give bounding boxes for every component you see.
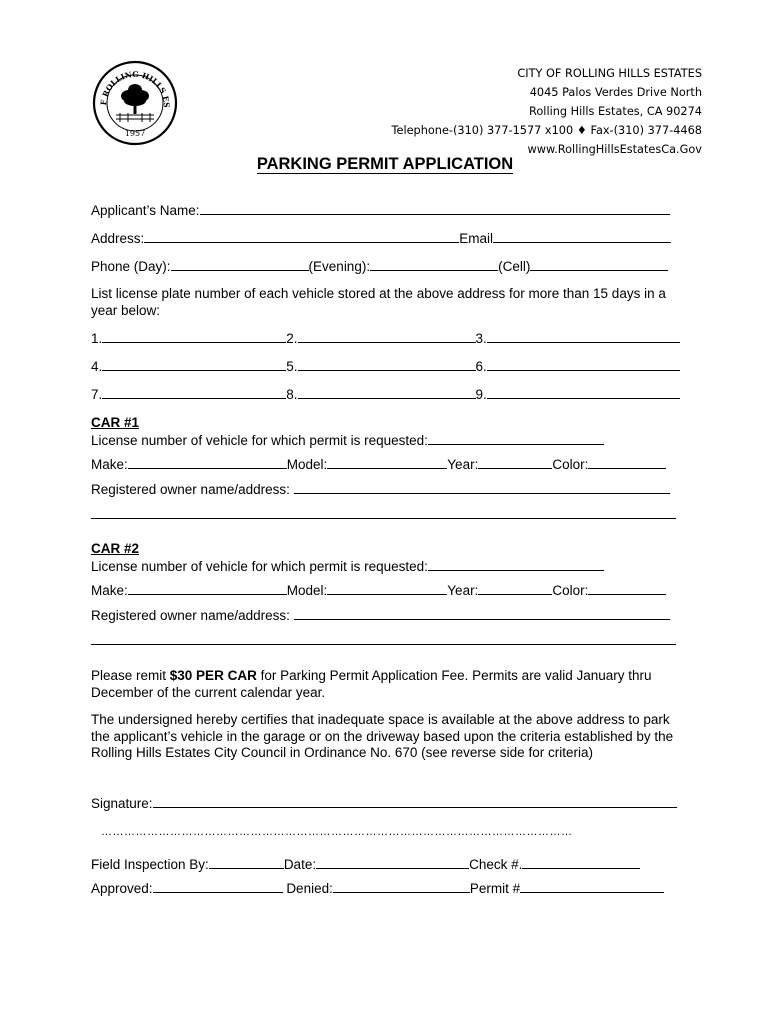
car1-details-row bbox=[91, 456, 666, 472]
phone-row bbox=[91, 258, 668, 274]
phone-evening-field[interactable] bbox=[370, 258, 498, 271]
car1-model-label: Model: bbox=[286, 457, 328, 472]
header-phone-fax: Telephone-(310) 377-1577 x100 ♦ Fax-(310) 377-4468 bbox=[391, 124, 702, 137]
car2-model-label: Model: bbox=[286, 583, 328, 598]
field-inspection-label: Field Inspection By: bbox=[91, 857, 209, 872]
certification-paragraph: The undersigned hereby certifies that inadequate space is available at the above address to park the applicant’s vehicle in the garage or on the driveway based upon the criteria established by the Rolling Hills Estates City Council in Ordinance No. 670 (see reverse side for criteria) bbox=[91, 712, 674, 760]
car2-model-field[interactable] bbox=[327, 582, 447, 595]
field-inspection-field[interactable] bbox=[209, 856, 284, 869]
car1-owner-label: Registered owner name/address: bbox=[91, 482, 290, 497]
car2-owner-line2[interactable] bbox=[91, 632, 676, 645]
fee-prefix: Please remit bbox=[91, 668, 170, 683]
phone-day-field[interactable] bbox=[171, 258, 309, 271]
car2-color-label: Color: bbox=[552, 583, 589, 598]
phone-cell-label: (Cell) bbox=[498, 259, 531, 274]
plate-3-label: 3. bbox=[475, 331, 487, 346]
car1-color-label: Color: bbox=[552, 457, 589, 472]
plate-2-field[interactable] bbox=[298, 330, 476, 343]
fee-suffix: for Parking Permit Application Fee. Permits are valid January thru December of the current calendar year. bbox=[91, 668, 652, 700]
car2-heading: CAR #2 bbox=[91, 541, 140, 556]
phone-evening-label: (Evening): bbox=[308, 259, 371, 274]
car1-make-field[interactable] bbox=[128, 456, 287, 469]
approved-label: Approved: bbox=[91, 881, 153, 896]
address-row bbox=[91, 230, 671, 246]
car2-details-row bbox=[91, 582, 666, 598]
plate-4-label: 4. bbox=[91, 359, 103, 374]
seal-text: F ROLLING HILLS ES bbox=[98, 69, 172, 108]
denied-label: Denied: bbox=[286, 881, 333, 896]
car1-color-field[interactable] bbox=[588, 456, 666, 469]
dotted-separator: …………………………………………………………………………………………………………… bbox=[101, 826, 573, 838]
car2-color-field[interactable] bbox=[588, 582, 666, 595]
email-label: Email bbox=[459, 231, 494, 246]
car2-owner-row bbox=[91, 607, 670, 623]
signature-field[interactable] bbox=[153, 795, 677, 808]
car2-year-field[interactable] bbox=[478, 582, 552, 595]
permit-label: Permit # bbox=[469, 881, 521, 896]
plate-5-field[interactable] bbox=[298, 358, 476, 371]
plate-1-label: 1. bbox=[91, 331, 103, 346]
address-field[interactable] bbox=[144, 230, 459, 243]
check-label: Check #. bbox=[469, 857, 523, 872]
car2-license-row bbox=[91, 558, 604, 574]
phone-day-label: Phone (Day): bbox=[91, 259, 171, 274]
plates-row-1 bbox=[91, 330, 680, 346]
fee-paragraph bbox=[91, 668, 686, 701]
plate-4-field[interactable] bbox=[102, 358, 286, 371]
email-field[interactable] bbox=[493, 230, 671, 243]
car1-owner-field[interactable] bbox=[294, 481, 670, 494]
car2-owner-field[interactable] bbox=[294, 607, 670, 620]
permit-field[interactable] bbox=[520, 880, 664, 893]
header-address1: 4045 Palos Verdes Drive North bbox=[529, 86, 702, 99]
plate-9-label: 9. bbox=[475, 387, 487, 402]
plate-9-field[interactable] bbox=[487, 386, 680, 399]
date-field[interactable] bbox=[316, 856, 469, 869]
car1-license-row bbox=[91, 432, 604, 448]
car1-license-field[interactable] bbox=[428, 432, 604, 445]
plate-5-label: 5. bbox=[286, 359, 298, 374]
car1-make-label: Make: bbox=[91, 457, 128, 472]
city-seal bbox=[92, 60, 178, 146]
plate-6-label: 6. bbox=[475, 359, 487, 374]
header-city: CITY OF ROLLING HILLS ESTATES bbox=[517, 67, 702, 80]
signature-label: Signature: bbox=[91, 796, 153, 811]
plate-2-label: 2. bbox=[286, 331, 298, 346]
car1-license-label: License number of vehicle for which permit is requested: bbox=[91, 433, 428, 448]
seal-year: 1957 bbox=[124, 129, 146, 138]
plate-6-field[interactable] bbox=[487, 358, 680, 371]
plate-7-label: 7. bbox=[91, 387, 103, 402]
plate-8-field[interactable] bbox=[298, 386, 476, 399]
car1-model-field[interactable] bbox=[327, 456, 447, 469]
header-website: www.RollingHillsEstatesCa.Gov bbox=[527, 143, 702, 156]
car1-owner-row bbox=[91, 481, 670, 497]
car1-year-field[interactable] bbox=[478, 456, 552, 469]
plate-3-field[interactable] bbox=[487, 330, 680, 343]
car2-make-label: Make: bbox=[91, 583, 128, 598]
applicant-name-row bbox=[91, 202, 670, 218]
plate-1-field[interactable] bbox=[102, 330, 286, 343]
applicant-name-label: Applicant’s Name: bbox=[91, 203, 200, 218]
applicant-name-field[interactable] bbox=[200, 202, 670, 215]
check-field[interactable] bbox=[522, 856, 640, 869]
approved-field[interactable] bbox=[153, 880, 283, 893]
car2-license-field[interactable] bbox=[428, 558, 604, 571]
car1-year-label: Year: bbox=[447, 457, 479, 472]
plate-8-label: 8. bbox=[286, 387, 298, 402]
car2-license-label: License number of vehicle for which permit is requested: bbox=[91, 559, 428, 574]
signature-row bbox=[91, 795, 677, 811]
license-instructions: List license plate number of each vehicle stored at the above address for more than 15 days in a year below: bbox=[91, 286, 666, 318]
plate-7-field[interactable] bbox=[102, 386, 286, 399]
car1-owner-line2[interactable] bbox=[91, 506, 676, 519]
header-address2: Rolling Hills Estates, CA 90274 bbox=[529, 105, 702, 118]
car1-heading: CAR #1 bbox=[91, 415, 140, 430]
plates-row-3 bbox=[91, 386, 680, 402]
fee-amount: $30 PER CAR bbox=[169, 668, 257, 683]
page-title: PARKING PERMIT APPLICATION bbox=[256, 155, 514, 173]
tree-icon bbox=[121, 84, 149, 114]
phone-cell-field[interactable] bbox=[530, 258, 668, 271]
car2-year-label: Year: bbox=[447, 583, 479, 598]
date-label: Date: bbox=[283, 857, 317, 872]
inspection-row bbox=[91, 856, 640, 872]
approval-row bbox=[91, 880, 664, 896]
denied-field[interactable] bbox=[333, 880, 470, 893]
car2-owner-label: Registered owner name/address: bbox=[91, 608, 290, 623]
plates-row-2 bbox=[91, 358, 680, 374]
address-label: Address: bbox=[91, 231, 145, 246]
header-block bbox=[392, 64, 702, 159]
car2-make-field[interactable] bbox=[128, 582, 287, 595]
